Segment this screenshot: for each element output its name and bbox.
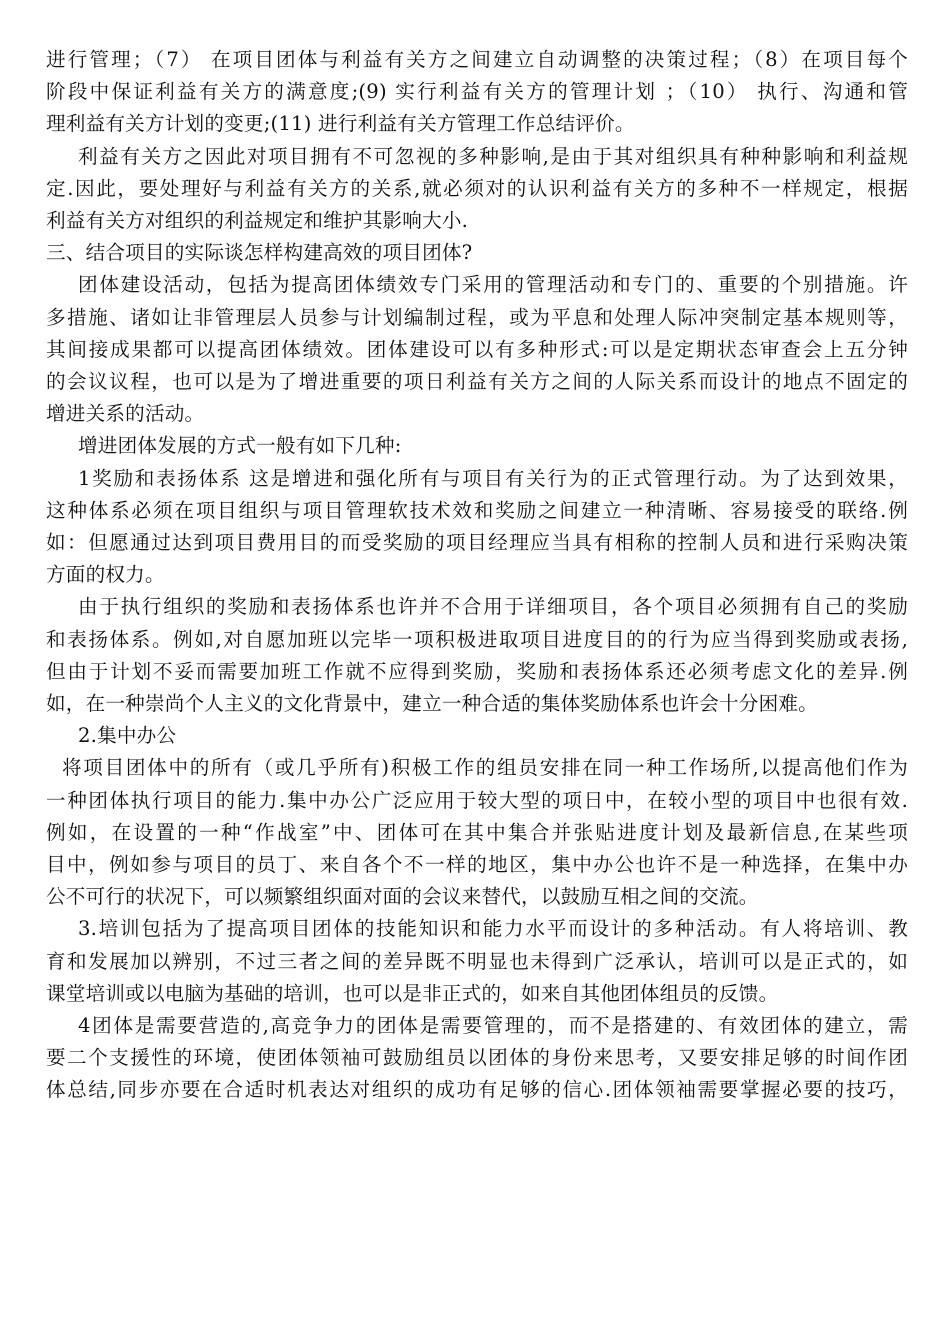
text-line: 进行管理；（7） 在项目团体与利益有关方之间建立自动调整的决策过程；（8）在项目每个 xyxy=(46,48,908,71)
text-line: 体总结,同步亦要在合适时机表达对组织的成功有足够的信心.团体领袖需要掌握必要的技巧， xyxy=(46,1078,908,1102)
text-line: 课堂培训或以电脑为基础的培训，也可以是非正式的，如来自其他团体组员的反馈。 xyxy=(46,981,779,1005)
text-line: 2.集中办公 xyxy=(78,724,177,748)
text-line: 的会议议程，也可以是为了增进重要的项日利益有关方之间的人际关系而设计的地点不固定的 xyxy=(46,370,908,393)
text-line: 三、结合项目的实际谈怎样构建高效的项目团体? xyxy=(46,241,473,265)
text-line: 例如，在设置的一种“作战室”中、团体可在其中集合并张贴进度计划及最新信息,在某些项 xyxy=(46,820,908,844)
text-line: 增进团体发展的方式一般有如下几种: xyxy=(78,434,402,458)
text-line: 目中，例如参与项目的员丁、来自各个不一样的地区，集中办公也许不是一种选择，在集中办 xyxy=(46,853,908,876)
text-line: 和表扬体系。例如,对自愿加班以完毕一项积极进取项目进度目的的行为应当得到奖励或表扬, xyxy=(46,627,908,651)
text-line: 如：但愿通过达到项目费用目的而受奖励的项目经理应当具有相称的控制人员和进行采购决策 xyxy=(46,531,908,554)
text-line: 一种团体执行项目的能力.集中办公广泛应用于较大型的项日中，在较小型的项目中也很有效. xyxy=(46,788,908,812)
text-line: 多措施、诸如让非管理层人员参与计划编制过程，或为平息和处理人际冲突制定基本规则等， xyxy=(46,305,908,329)
text-line: 理利益有关方计划的变更;(11) 进行利益有关方管理工作总结评价。 xyxy=(46,112,635,136)
text-line: 要二个支援性的环境，使团体领袖可鼓励组员以团体的身份来思考，又要安排足够的时间作团 xyxy=(46,1046,908,1070)
text-line: 将项目团体中的所有（或几乎所有)积极工作的组员安排在同一种工作场所,以提高他们作为 xyxy=(62,756,908,780)
text-line: 增进关系的活动。 xyxy=(46,402,205,426)
text-line: 利益有关方对组织的利益规定和维护其影响大小. xyxy=(46,209,469,232)
text-line: 由于执行组织的奖励和表扬体系也许并不合用于详细项目，各个项目必须拥有自己的奖励 xyxy=(78,595,908,619)
text-line: 如，在一种崇尚个人主义的文化背景中，建立一种合适的集体奖励体系也许会十分困难。 xyxy=(46,692,818,715)
text-line: 利益有关方之因此对项目拥有不可忽视的多种影响,是由于其对组织具有种种影响和利益规 xyxy=(78,144,908,168)
text-line: 1奖励和表扬体系 这是增进和强化所有与项目有关行为的正式管理行动。为了达到效果， xyxy=(78,466,908,490)
text-line: 阶段中保证利益有关方的满意度;(9) 实行利益有关方的管理计划 ；（10） 执行、沟通和管 xyxy=(46,80,908,104)
text-line: 育和发展加以辨别，不过三者之间的差异既不明显也未得到广泛承认，培训可以是正式的，如 xyxy=(46,949,908,973)
text-line: 3.培训包括为了提高项目团体的技能知识和能力水平而设计的多种活动。有人将培训、教 xyxy=(78,917,908,941)
text-line: 定.因此，要处理好与利益有关方的关系,就必须对的认识利益有关方的多种不一样规定，根据 xyxy=(46,176,908,200)
text-line: 团体建设活动，包括为提高团体绩效专门采用的管理活动和专门的、重要的个别措施。许 xyxy=(78,273,908,297)
text-line: 但由于计划不妥而需要加班工作就不应得到奖励，奖励和表扬体系还必须考虑文化的差异.例 xyxy=(46,659,908,683)
text-line: 4团体是需要营造的,高竞争力的团体是需要管理的，而不是搭建的、有效团体的建立，需 xyxy=(78,1014,908,1037)
text-line: 其间接成果都可以提高团体绩效。团体建设可以有多种形式:可以是定期状态审查会上五分钟 xyxy=(46,337,908,361)
text-line: 这种体系必须在项目组织与项目管理软技术效和奖励之间建立一种清晰、容易接受的联络.例 xyxy=(46,498,908,522)
text-line: 方面的权力。 xyxy=(46,563,165,587)
text-line: 公不可行的状况下，可以频繁组织面对面的会议来替代，以鼓励互相之间的交流。 xyxy=(46,885,759,909)
